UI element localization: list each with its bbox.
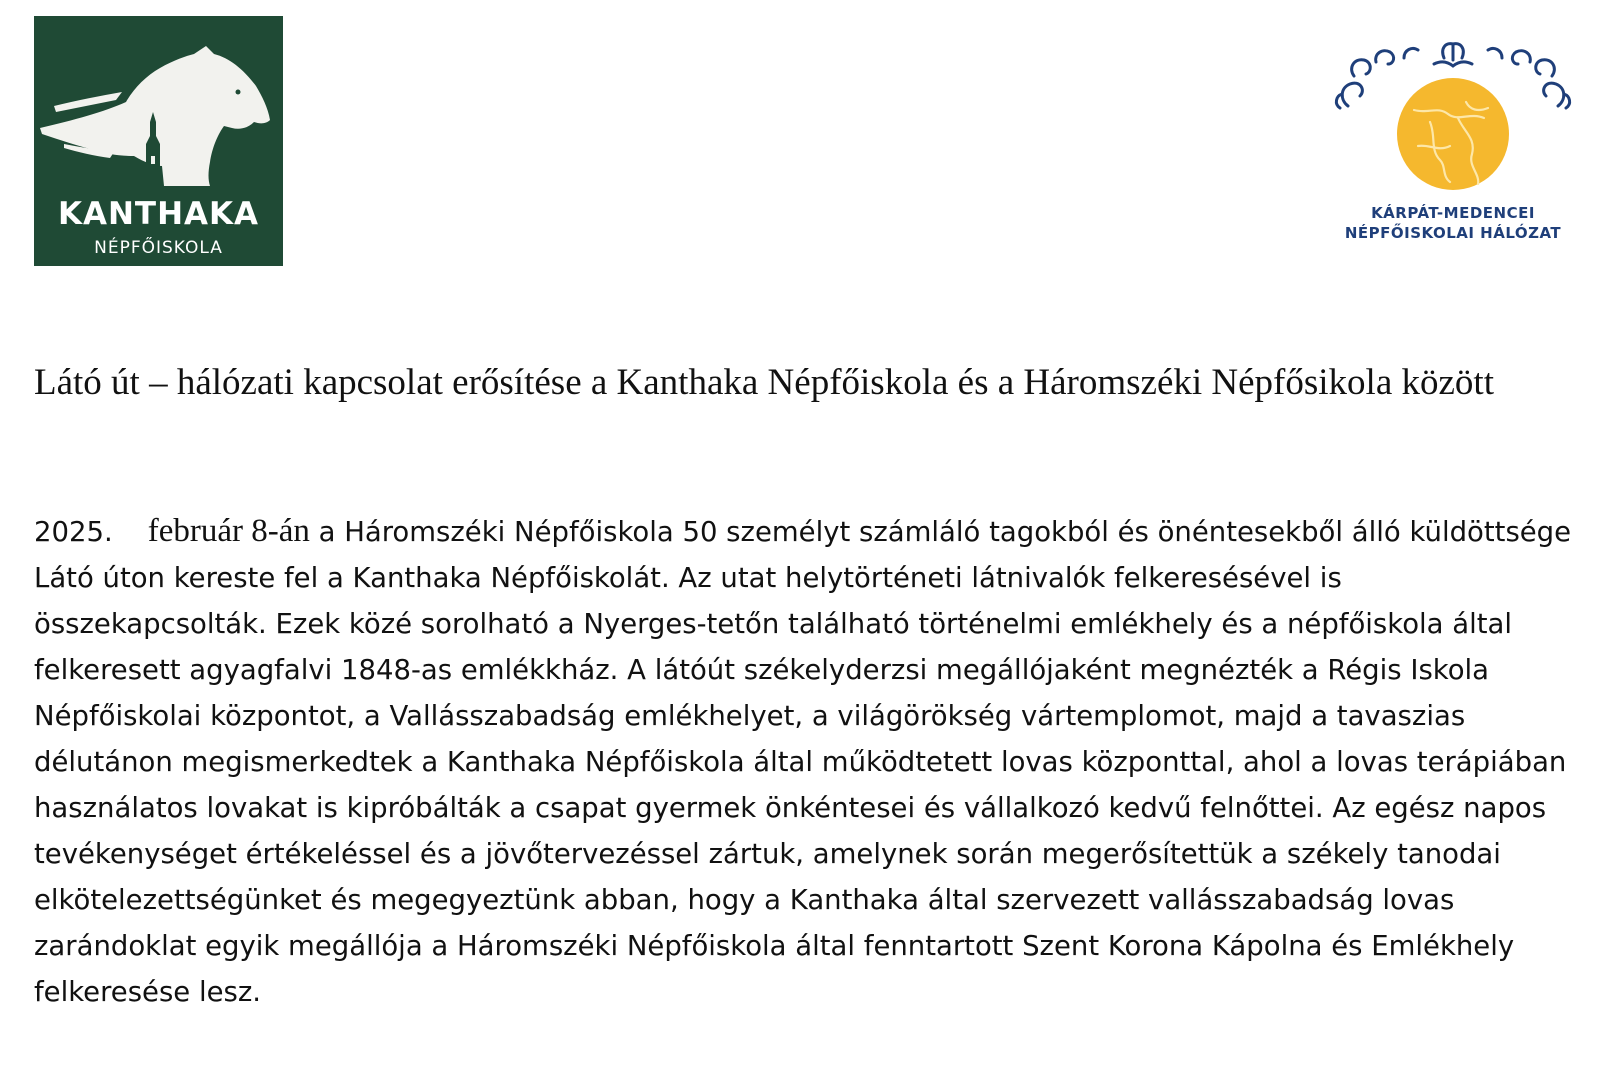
kanthaka-subtitle: NÉPFŐISKOLA [94, 238, 223, 258]
body-text: a Háromszéki Népfőiskola 50 személyt számláló tagokból és önéntesekből álló küldöttsége Látó úton kereste fel a Kanthaka Népfőiskolát. Az utat helytörténeti látnivalók felkeresésével is összekapcsolták. Ezek közé sorolható a Nyerges-tetőn található történelmi emlékhely és a népfőiskola által felkeresett agyagfalvi 1848-as emlékkház. A látóút székelyderzsi megállójaként megnézték a Régis Iskola Népfőiskolai központot, a Vallásszabadság emlékhelyet, a világörökség vártemplomot, majd a tavaszias délutánon megismerkedtek a Kanthaka Népfőiskola által működtetett lovas központtal, ahol a lovas terápiában használatos lovakat is kipróbálták a csapat gyermek önkéntesei és vállalkozó kedvű felnőttei. Az egész napos tevékenységet értékeléssel és a jövőtervezéssel zártuk, amelynek során megerősítettük a székely tanodai elkötelezettségünket és megegyeztünk abban, hogy a Kanthaka által szervezett vallásszabadság lovas zarándoklat egyik megállója a Háromszéki Népfőiskola által fenntartott Szent Korona Kápolna és Emlékhely felkeresése lesz. [34, 516, 1572, 1008]
ornament-map-icon [1318, 14, 1588, 204]
body-year: 2025. [34, 516, 113, 548]
body-paragraph [34, 508, 1574, 1015]
horse-head-icon [34, 16, 283, 196]
network-name-line2: NÉPFŐISKOLAI HÁLÓZAT [1344, 224, 1562, 242]
kanthaka-name: KANTHAKA [57, 196, 260, 232]
network-name-line1: KÁRPÁT-MEDENCEI [1371, 204, 1535, 222]
body-date: február 8-án [147, 513, 310, 549]
page-title: Látó út – hálózati kapcsolat erősítése a Kanthaka Népfőiskola és a Háromszéki Népfősikola között [34, 362, 1494, 403]
karpat-medencei-logo [1318, 14, 1588, 269]
kanthaka-logo [34, 16, 283, 266]
